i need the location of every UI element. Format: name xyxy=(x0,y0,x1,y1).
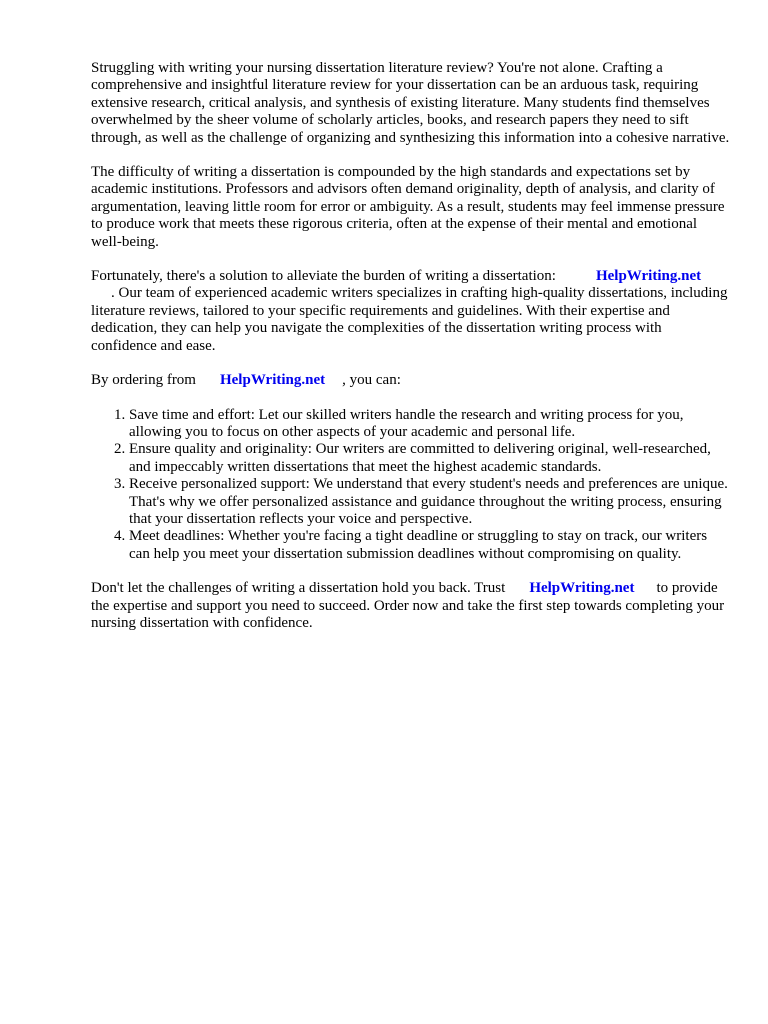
benefits-list xyxy=(91,407,731,564)
list-item: 1. Save time and effort: Let our skilled writers handle the research and writing process for you, allowing you to focus on other aspects of your academic and personal life. xyxy=(129,407,731,442)
helpwriting-link-2[interactable]: HelpWriting.net xyxy=(219,372,326,389)
closing-paragraph xyxy=(91,580,731,632)
solution-paragraph-body: . Our team of experienced academic writers specializes in crafting high-quality dissertations, including literature reviews, tailored to your specific requirements and guidelines. With their expertise and dedication, they can help you navigate the complexities of the dissertation writing process with confidence and ease. xyxy=(91,285,728,354)
helpwriting-link-3[interactable]: HelpWriting.net xyxy=(529,580,635,597)
ordering-paragraph xyxy=(91,372,731,389)
closing-paragraph-body: to provide the expertise and support you need to succeed. Order now and take the first step towards completing your nursing dissertation with confidence. xyxy=(91,580,725,631)
closing-paragraph-lead: Don't let the challenges of writing a dissertation hold you back. Trust xyxy=(91,580,506,597)
list-item: 3. Receive personalized support: We understand that every student's needs and preferences are unique. That's why we offer personalized assistance and guidance throughout the writing process, ensuring that your dissertation reflects your voice and perspective. xyxy=(129,476,731,528)
list-item: 2. Ensure quality and originality: Our writers are committed to delivering original, well-researched, and impeccably written dissertations that meet the highest academic standards. xyxy=(129,441,731,476)
difficulty-paragraph: The difficulty of writing a dissertation is compounded by the high standards and expectations set by academic institutions. Professors and advisors often demand originality, depth of analysis, and clarity of argumentation, leaving little room for error or ambiguity. As a result, students may feel immense pressure to produce work that meets these rigorous criteria, often at the expense of their mental and emotional well-being. xyxy=(91,164,725,250)
ordering-paragraph-tail: , you can: xyxy=(342,372,401,389)
helpwriting-link-1[interactable]: HelpWriting.net xyxy=(595,268,702,285)
solution-paragraph-lead: Fortunately, there's a solution to alleviate the burden of writing a dissertation: xyxy=(91,268,556,285)
intro-paragraph: Struggling with writing your nursing dissertation literature review? You're not alone. Crafting a comprehensive and insightful literature review for your dissertation can be an arduous task, requiring extensive research, critical analysis, and synthesis of existing literature. Many students find themselves overwhelmed by the sheer volume of scholarly articles, books, and research papers they need to sift through, as well as the challenge of organizing and synthesizing this information into a cohesive narrative. xyxy=(91,60,730,146)
solution-paragraph xyxy=(91,268,731,355)
document-body xyxy=(91,60,731,649)
list-item: 4. Meet deadlines: Whether you're facing a tight deadline or struggling to stay on track, our writers can help you meet your dissertation submission deadlines without compromising on quality. xyxy=(129,528,731,563)
ordering-paragraph-lead: By ordering from xyxy=(91,372,196,389)
